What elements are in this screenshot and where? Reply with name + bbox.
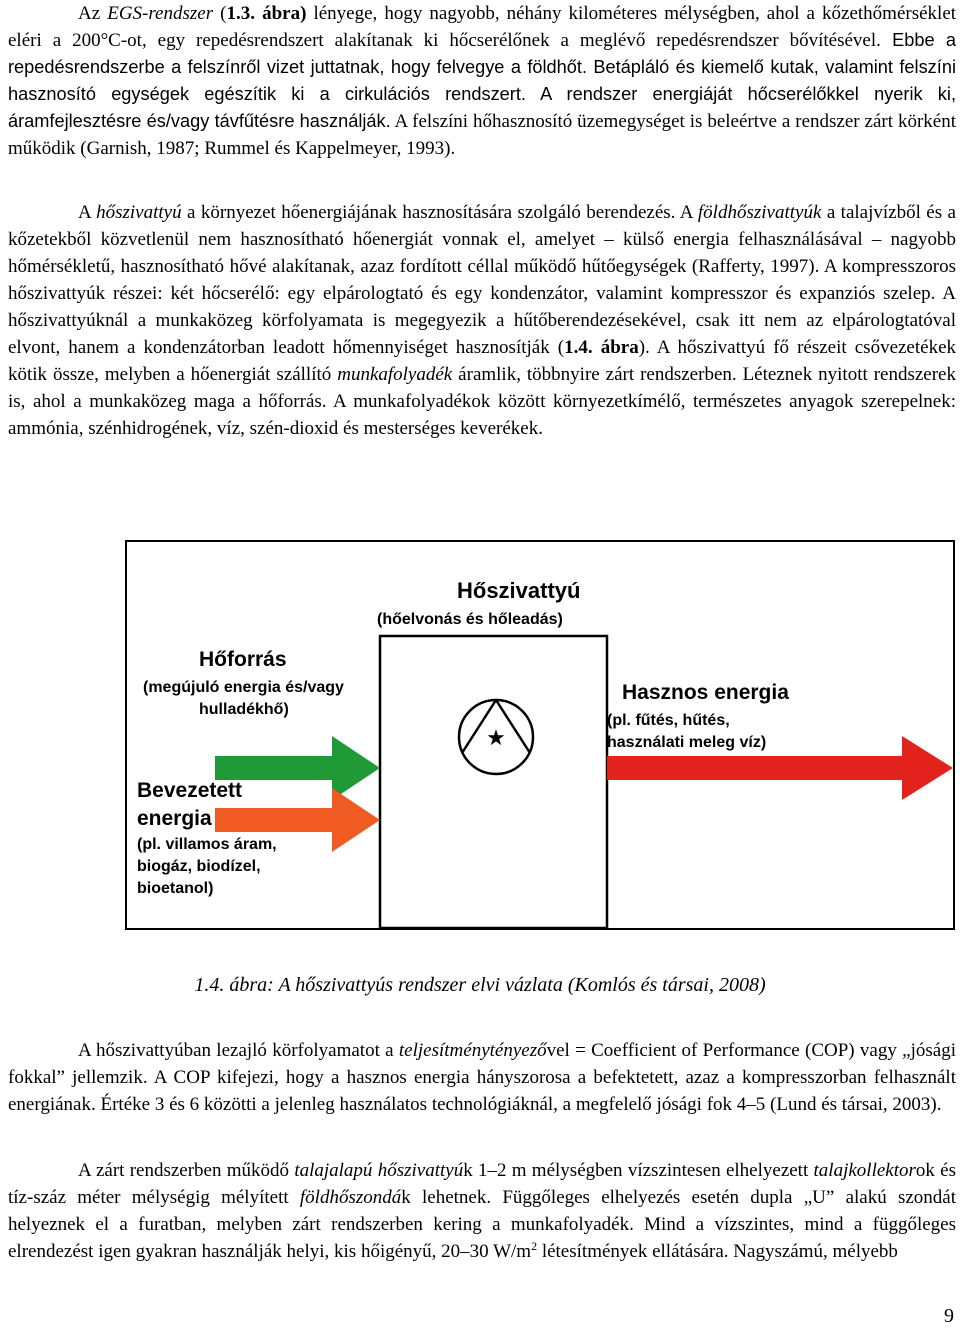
text-run: létesítmények ellátására. Nagyszámú, mélyebb (537, 1241, 898, 1262)
text-run: k 1–2 m mélységben vízszintesen elhelyezett (463, 1160, 814, 1181)
page-number: 9 (944, 1305, 954, 1327)
useful-subtitle-2: használati meleg víz) (607, 734, 767, 751)
input-subtitle-1: (pl. villamos áram, (137, 836, 277, 853)
text-run: a talajvízből és a kőzetekből közvetlenül nem hasznosítható hőenergiát vonnak el, amelyet – külső energia felhasználásával – nagyobb hőmérsékletű, hasznosítható hővé alakítanak, azaz fordított céllal működő hűtőegységek (Rafferty, 1997). A kompresszoros hőszivattyúk részei: két hőcserélő: egy elpárologtató és egy kondenzátor, valamint kompresszor és expanziós szelep. A hőszivattyúknál a munkaközeg körfolyamata is megegyezik a hűtőberendezésekével, csak itt nem az elpárologtatóval elvont, hanem a kondenzátorban leadott hőmennyiséget hasznosítják ( (8, 202, 956, 358)
term-egs: EGS-rendszer (107, 3, 214, 24)
term-ground-heat-pump: földhőszivattyúk (697, 202, 822, 223)
source-subtitle-2: hulladékhő) (199, 701, 289, 718)
paragraph-ground-systems (8, 1157, 956, 1265)
figure-caption: 1.4. ábra: A hőszivattyús rendszer elvi vázlata (Komlós és társai, 2008) (194, 974, 766, 996)
useful-subtitle-1: (pl. fűtés, hűtés, (607, 712, 730, 729)
term-heat-pump: hőszivattyú (96, 202, 182, 223)
text-run: A zárt rendszerben működő (78, 1160, 295, 1181)
diagram-canvas (127, 542, 953, 928)
term-ground-collector: talajkollektor (813, 1160, 916, 1181)
star-icon: ★ (486, 726, 506, 751)
term-ground-probe: földhőszondá (299, 1187, 402, 1208)
text-run: A hőszivattyúban lezajló körfolyamatot a (78, 1040, 399, 1061)
input-subtitle-3: bioetanol) (137, 880, 214, 897)
term-working-fluid: munkafolyadék (337, 364, 453, 385)
pump-subtitle: (hőelvonás és hőleadás) (377, 611, 563, 628)
paragraph-cop (8, 1037, 956, 1118)
source-title: Hőforrás (199, 648, 287, 671)
useful-title: Hasznos energia (622, 681, 789, 704)
text-run: ). A hőszivattyú fő részeit csővezetékek kötik össze, melyben a hőenergiát szállító (8, 337, 957, 385)
text-run: áramlik, többnyire zárt rendszerben. Léteznek nyitott rendszerek is, ahol a munkaközeg maga a hőforrás. A munkafolyadékok között környezetkímélő, természetes anyagok szerepelnek: ammónia, szénhidrogének, víz, szén-dioxid és mesterséges keverékek. (8, 364, 956, 439)
figure-reference: 1.3. ábra) (226, 3, 307, 24)
term-performance-factor: teljesítménytényező (398, 1040, 547, 1061)
text-run: ( (213, 3, 227, 24)
pump-title: Hőszivattyú (457, 578, 581, 603)
figure-reference: 1.4. ábra (564, 337, 639, 358)
heat-pump-diagram (125, 540, 955, 930)
text-run: A felszíni hőhasznosító üzemegységet is beleértve a rendszer zárt körként működik (Garnish, 1987; Rummel és Kappelmeyer, 1993). (8, 111, 956, 159)
term-ground-source-pump: talajalapú hőszivattyú (294, 1160, 464, 1181)
text-run: Az (78, 3, 108, 24)
text-run: A (78, 202, 97, 223)
text-run: a környezet hőenergiájának hasznosítására szolgáló berendezés. A (181, 202, 698, 223)
paragraph-egs (8, 0, 956, 162)
text-run-sans: Ebbe a repedésrendszerbe a felszínről vizet juttatnak, hogy felvegye a földhőt. Betápláló és kiemelő kutak, valamint felszíni hasznosító egységek egészítik ki a cirkulációs rendszert. A rendszer energiáját hőcserélőkkel nyerik ki, áramfejlesztésre és/vagy távfűtésre használják. (8, 30, 956, 131)
text-run: ok és tíz-száz méter mélységig mélyített (8, 1160, 957, 1208)
text-run: vel = Coefficient of Performance (COP) vagy „jósági fokkal” jellemzik. A COP kifejezi, hogy a hasznos energia hányszorosa a befektetett, azaz a kompresszorban felhasznált energiának. Értéke 3 és 6 közötti a jelenleg használatos technológiáknál, a megfelelő jósági fok 4–5 (Lund és társai, 2003). (8, 1040, 956, 1115)
text-run: lényege, hogy nagyobb, néhány kilométeres mélységben, ahol a kőzethőmérséklet eléri a 200°C-ot, egy repedésrendszert alakítanak ki hőcserélőnek a meglévő repedésrendszer bővítésével. (8, 3, 957, 51)
paragraph-heat-pump (8, 199, 956, 442)
input-subtitle-2: biogáz, biodízel, (137, 858, 261, 875)
input-title-2: energia (137, 807, 212, 830)
heat-pump-box (380, 636, 607, 928)
text-run: k lehetnek. Függőleges elhelyezés esetén dupla „U” alakú szondát helyeznek el a furatban, melyben zárt rendszerben kering a munkafolyadék. Mind a vízszintes, mind a függőleges elrendezést igen gyakran használják helyi, kis hőigényű, 20–30 W/m (8, 1187, 956, 1262)
input-title-1: Bevezetett (137, 779, 243, 802)
superscript: 2 (531, 1239, 538, 1253)
source-subtitle-1: (megújuló energia és/vagy (143, 679, 344, 696)
